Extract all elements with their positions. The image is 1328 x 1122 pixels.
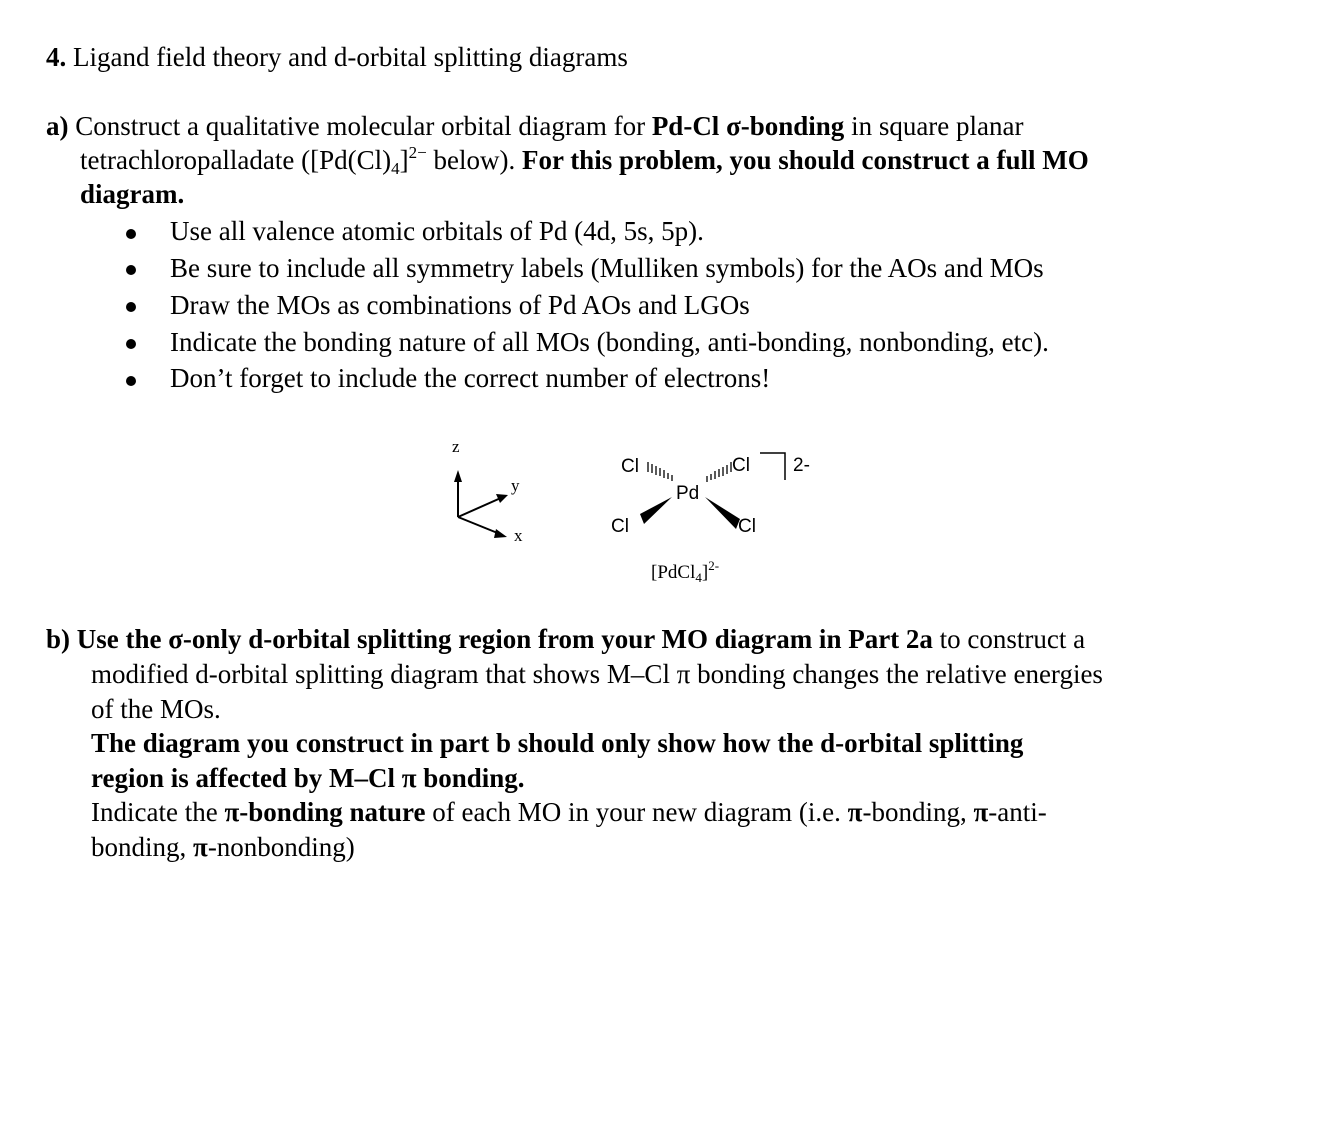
pi-symbol: π xyxy=(847,797,863,827)
part-a-text: in square planar xyxy=(844,111,1024,141)
part-b-text: to construct a xyxy=(932,624,1086,654)
ligand-label: Cl xyxy=(621,456,639,477)
x-axis-label: x xyxy=(514,526,523,545)
part-b-bold-text: π-bonding nature xyxy=(224,797,426,827)
part-a-bold-text: For this problem, you should construct a full MO xyxy=(521,145,1089,175)
molecule xyxy=(611,453,810,537)
list-item: Indicate the bonding nature of all MOs (bonding, anti-bonding, nonbonding, etc). xyxy=(170,327,1049,357)
axes-icon xyxy=(452,437,523,545)
list-item: Draw the MOs as combinations of Pd AOs and LGOs xyxy=(170,290,750,320)
part-b-line-7 xyxy=(91,832,355,863)
part-b-text: -nonbonding) xyxy=(207,832,355,862)
pi-symbol: π xyxy=(193,832,208,862)
part-b-bold-text: region is affected by M–Cl π bonding. xyxy=(91,763,525,793)
part-b-line-5 xyxy=(91,763,525,794)
wedge-bond xyxy=(640,497,672,524)
part-a-bold-text: Pd-Cl σ-bonding xyxy=(651,111,845,141)
list-item: Don’t forget to include the correct number of electrons! xyxy=(170,363,771,393)
hashed-bond xyxy=(648,462,672,481)
part-b-line-3: of the MOs. xyxy=(91,694,221,724)
subscript: 4 xyxy=(391,159,400,178)
part-b-text: Indicate the xyxy=(91,797,225,827)
y-axis-label: y xyxy=(511,476,520,495)
ligand-label: Cl xyxy=(732,455,750,476)
superscript: 2− xyxy=(408,143,427,162)
pi-symbol: π xyxy=(973,797,989,827)
part-a-text: Construct a qualitative molecular orbital diagram for xyxy=(68,111,652,141)
part-b-line-2: modified d-orbital splitting diagram that shows M–Cl π bonding changes the relative energies xyxy=(91,659,1103,689)
list-item: Be sure to include all symmetry labels (Mulliken symbols) for the AOs and MOs xyxy=(170,253,1044,283)
list-item: Use all valence atomic orbitals of Pd (4d, 5s, 5p). xyxy=(170,216,704,246)
part-b-label: b) xyxy=(46,624,71,654)
part-b-bold-text: Use the σ-only d-orbital splitting region from your MO diagram in Part 2a xyxy=(70,624,933,654)
part-a-label: a) xyxy=(46,111,69,141)
part-a-text: ] xyxy=(399,145,409,175)
part-b-text: bonding, xyxy=(91,832,194,862)
part-b-line-6 xyxy=(91,797,1047,828)
section-number: 4. xyxy=(46,42,67,72)
part-b-line-4 xyxy=(91,728,1023,759)
part-b-text: of each MO in your new diagram (i.e. xyxy=(425,797,848,827)
part-a-bold-text: diagram. xyxy=(80,179,185,209)
part-b-text: -anti- xyxy=(988,797,1047,827)
section-title-text: Ligand field theory and d-orbital splitting diagrams xyxy=(66,42,628,72)
metal-label: Pd xyxy=(676,483,700,504)
part-b-line-1 xyxy=(46,624,1085,655)
ligand-label: Cl xyxy=(738,516,756,537)
part-a-text: tetrachloropalladate ([Pd(Cl) xyxy=(80,145,392,175)
charge-label: 2- xyxy=(793,455,810,476)
wedge-bond xyxy=(705,497,740,529)
part-b-bold-text: The diagram you construct in part b should only show how the d-orbital splitting xyxy=(91,728,1024,758)
figure-caption: [PdCl$_4$]$^{2-}$ xyxy=(651,558,720,585)
part-a-text: below). xyxy=(426,145,522,175)
hashed-bond xyxy=(707,462,731,482)
part-b-text: -bonding, xyxy=(862,797,974,827)
z-axis-label: z xyxy=(452,437,460,456)
ligand-label: Cl xyxy=(611,516,629,537)
charge-bracket xyxy=(760,453,785,480)
